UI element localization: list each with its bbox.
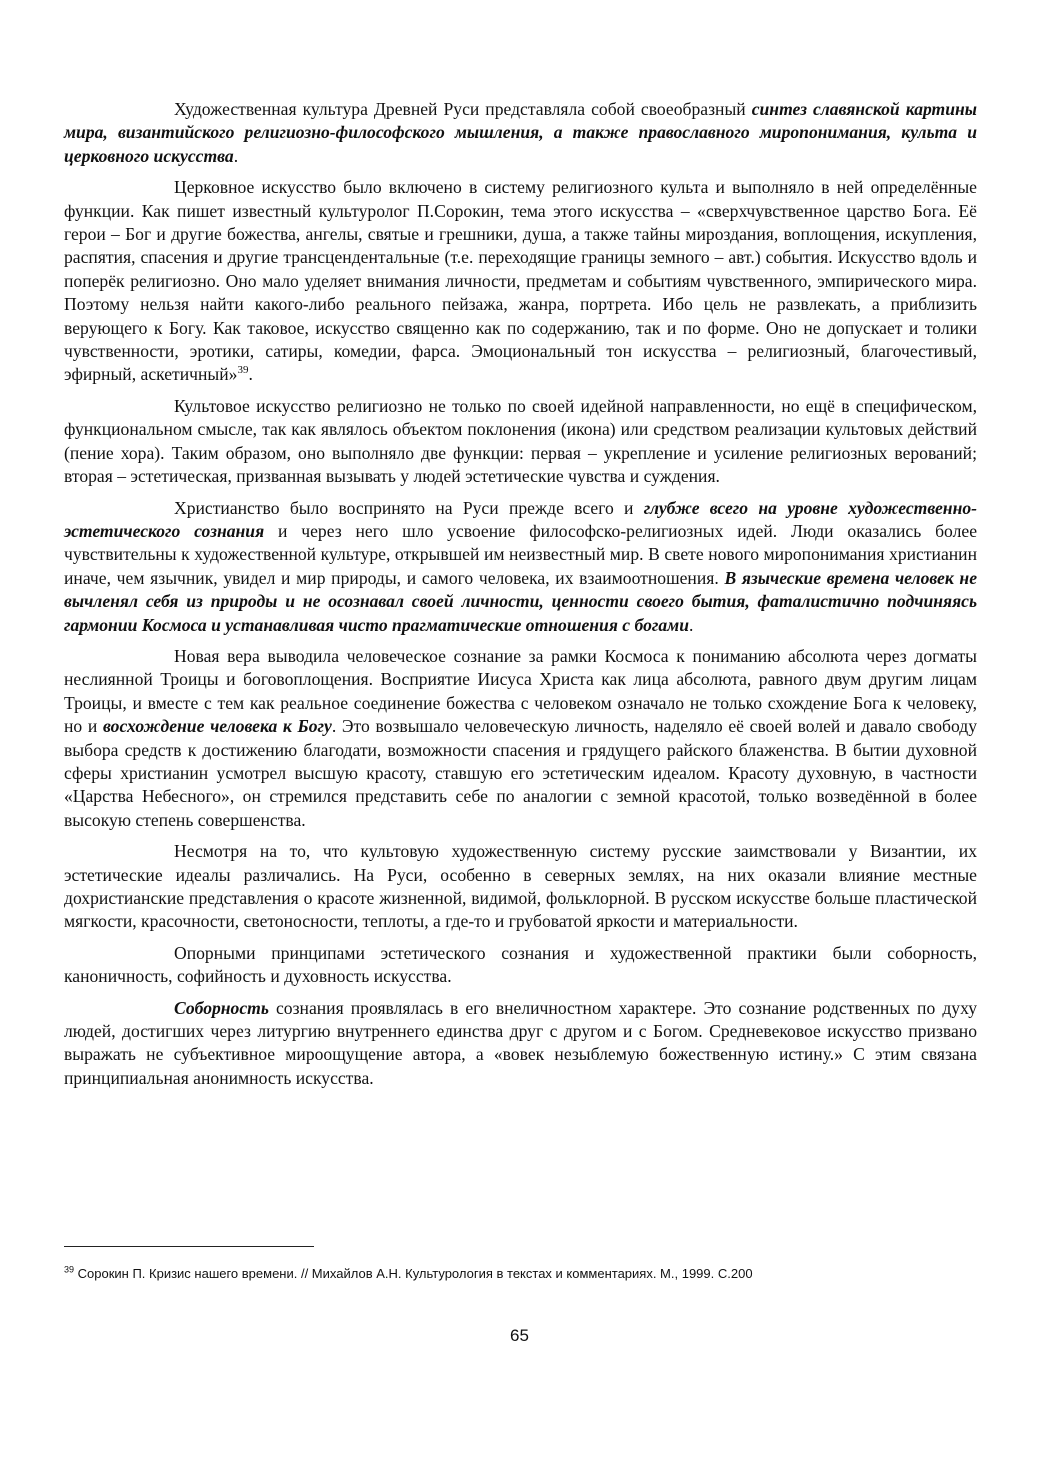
text-run: Опорными принципами эстетического сознания и художественной практики были соборность, каноничность, софийность и духовность искусства.: [64, 942, 977, 987]
text-run: Новая вера выводила человеческое сознание за рамки Космоса к пониманию абсолюта через догматы неслиянной Троицы и боговоплощения. Восприятие Иисуса Христа как лица абсолюта, равного двум другим лицам Троицы, и вместе с тем как реальное соединение божества с человеком означало не только схождение Бога к человеку, но и: [64, 645, 977, 737]
text-run: Церковное искусство было включено в систему религиозного культа и выполняло в ней определённые функции. Как пишет известный культуролог П.Сорокин, тема этого искусства – «сверхчувственное царство Бога. Её герои – Бог и другие божества, ангелы, святые и грешники, душа, а также тайны мироздания, воплощения, искупления, распятия, спасения и другие трансцендентальные (т.е. переходящие границы земного – авт.) события. Искусство вдоль и поперёк религиозно. Оно мало уделяет внимания личности, предметам и событиям чувственного, эмпирического мира. Поэтому нельзя найти какого-либо реального пейзажа, жанра, портрета. Ибо цель не развлекать, а приблизить верующего к Богу. Как таковое, искусство священно как по содержанию, так и по форме. Оно не допускает и толики чувственности, эротики, сатиры, комедии, фарса. Эмоциональный тон искусства – религиозный, благочестивый, эфирный, аскетичный»: [64, 177, 977, 385]
footnote: [64, 1266, 984, 1281]
page-number: 65: [510, 1326, 529, 1345]
footnote-divider: [64, 1246, 314, 1247]
paragraph-4: [64, 497, 977, 637]
paragraph-8: [64, 997, 977, 1091]
paragraph-1: [64, 98, 977, 168]
text-run: Художественная культура Древней Руси представляла собой своеобразный: [174, 99, 752, 119]
emphasis-text: синтез славянской картины мира, византийского религиозно-философского мышления, а также православного миропонимания, культа и церковного искусства: [64, 99, 978, 166]
emphasis-text: восхождение человека к Богу: [103, 716, 332, 737]
footnote-number: 39: [64, 1264, 75, 1275]
text-run: .: [248, 364, 253, 385]
footnote-text: Сорокин П. Кризис нашего времени. // Михайлов А.Н. Культурология в текстах и комментариях. М., 1999. С.200: [74, 1266, 753, 1281]
paragraph-3: [64, 395, 977, 489]
emphasis-text: Соборность: [174, 997, 269, 1018]
paragraph-6: [64, 840, 977, 934]
text-run: .: [689, 614, 694, 635]
text-run: Культовое искусство религиозно не только по своей идейной направленности, но ещё в специфическом, функциональном смысле, так как являлось объектом поклонения (икона) или средством реализации культовых действий (пение хора). Таким образом, оно выполняло две функции: первая – укрепление и усиление религиозных верований; вторая – эстетическая, призванная вызывать у людей эстетические чувства и суждения.: [64, 395, 977, 487]
emphasis-text: В языческие времена человек не вычленял себя из природы и не осознавал своей личности, ценности своего бытия, фаталистично подчиняясь гармонии Космоса и устанавливая чисто прагматические отношения с богами: [64, 567, 978, 635]
text-run: и через него шло усвоение философско-религиозных идей. Люди оказались более чувствительны к художественной культуре, открывшей им неизвестный мир. В свете нового миропонимания христианин иначе, чем язычник, увидел и мир природы, и самого человека, их взаимоотношения.: [64, 520, 977, 588]
text-run: Христианство было воспринято на Руси прежде всего и: [174, 497, 644, 518]
emphasis-text: глубже всего на уровне художественно-эстетического сознания: [64, 497, 977, 541]
text-run: Несмотря на то, что культовую художественную систему русские заимствовали у Византии, их эстетические идеалы различались. На Руси, особенно в северных землях, на них оказали влияние местные дохристианские представления о красоте жизненной, видимой, фольклорной. В русском искусстве больше пластической мягкости, красочности, светоносности, теплоты, а где-то и грубоватой яркости и материальности.: [64, 841, 977, 932]
paragraph-7: [64, 942, 977, 989]
text-run: . Это возвышало человеческую личность, наделяло её своей волей и давало свободу выбора средств к достижению благодати, возможности спасения и грядущего райского блаженства. В бытии духовной сферы христианин усмотрел высшую красоту, ставшую его эстетическим идеалом. Красоту духовную, в частности «Царства Небесного», он стремился представить себе по аналогии с земной красотой, только возведённой в более высокую степень совершенства.: [64, 716, 977, 830]
footnote-reference[interactable]: 39: [237, 364, 249, 377]
text-run: сознания проявлялась в его внеличностном характере. Это сознание родственных по духу людей, достигших через литургию внутреннего единства друг с другом и с Богом. Средневековое искусство призвано выражать не субъективное мироощущение автора, а «вовек незыблемую божественную истину.» С этим связана принципиальная анонимность искусства.: [64, 997, 977, 1088]
body-text: [64, 98, 977, 1092]
paragraph-5: [64, 645, 977, 832]
text-run: .: [233, 145, 239, 166]
paragraph-2: [64, 176, 977, 387]
